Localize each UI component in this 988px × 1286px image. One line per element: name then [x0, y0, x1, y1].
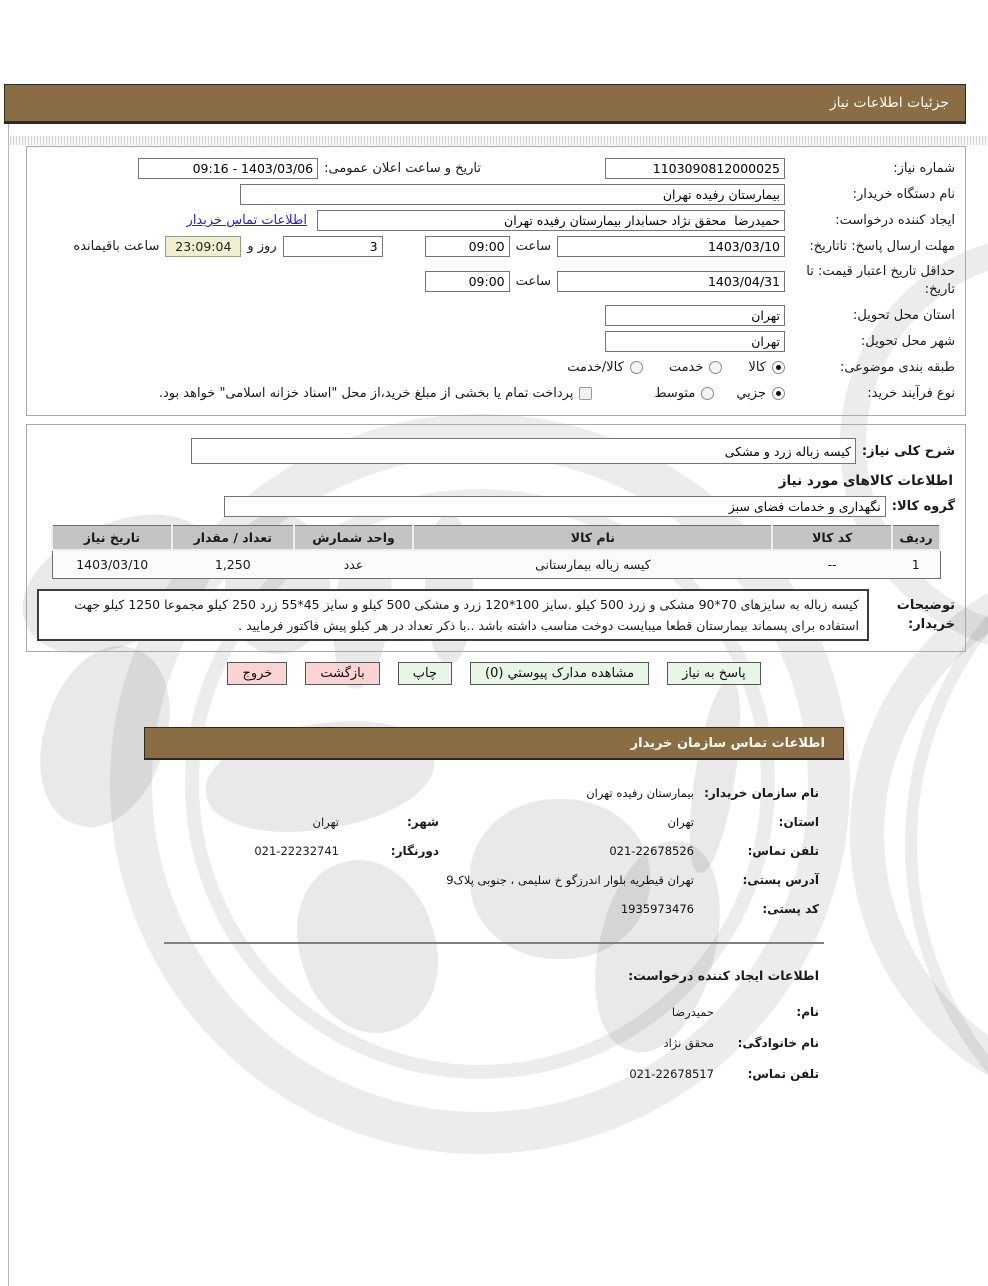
- postal-code-row: [144, 902, 844, 916]
- subject-class-option-goods[interactable]: [748, 360, 785, 375]
- buyer-notes-text: کیسه زباله به سایزهای 70*90 مشکی و زرد 500 کیلو .سایز 100*120 زرد و مشکی 500 کیلو و سایز 45*55 زرد 250 کیلو مجموعا 1250 کیلو جهت استفاده برای پسماند بیمارستان قطعا میبایست دوخت مناسب داشته باشد ..با ذکر تعداد در هر کیلو پیش فاکتور فرمایید .: [37, 589, 869, 641]
- reply-deadline-time-input[interactable]: [425, 236, 510, 257]
- action-buttons-row: [0, 662, 988, 685]
- postal-code-value: 1935973476: [620, 902, 694, 916]
- phone-fax-row: [144, 844, 844, 858]
- treasury-payment-checkbox-option[interactable]: [159, 386, 593, 401]
- purchase-type-option-medium[interactable]: [654, 386, 714, 401]
- col-item-code: کد کالا: [772, 526, 892, 551]
- radio-icon[interactable]: [709, 361, 722, 374]
- col-unit: واحد شمارش: [294, 526, 414, 551]
- last-name-row: [144, 1036, 844, 1050]
- col-row-number: ردیف: [892, 526, 940, 551]
- need-number-row: [37, 157, 955, 180]
- cell-item-code: --: [772, 550, 892, 579]
- goods-table: [51, 525, 941, 579]
- province-value: تهران: [667, 815, 694, 829]
- option-label: جزيي: [736, 386, 766, 401]
- province-label: استان:: [778, 815, 819, 829]
- need-number-input[interactable]: [605, 158, 785, 179]
- address-row: [144, 873, 844, 887]
- exit-button[interactable]: خروج: [227, 662, 287, 685]
- buyer-org-input[interactable]: [240, 184, 785, 205]
- creator-info-section: [144, 968, 844, 1081]
- overall-need-label: شرح کلی نیاز:: [861, 443, 955, 459]
- delivery-city-input[interactable]: [605, 331, 785, 352]
- col-quantity: تعداد / مقدار: [172, 526, 294, 551]
- option-label: کالا/خدمت: [567, 360, 624, 375]
- announce-datetime-input[interactable]: [138, 158, 318, 179]
- org-contact-section: [144, 786, 844, 916]
- details-header-bar: [4, 84, 966, 124]
- cell-quantity: 1,250: [172, 550, 294, 579]
- creator-phone-row: [144, 1067, 844, 1081]
- option-label: متوسط: [654, 386, 696, 401]
- delivery-city-label: شهر محل تحویل:: [860, 333, 955, 349]
- request-creator-row: [37, 209, 955, 232]
- cell-unit: عدد: [294, 550, 414, 579]
- fax-label: دورنگار:: [390, 844, 439, 858]
- buyer-notes-label: توضیحات خریدار:: [896, 597, 955, 632]
- radio-icon[interactable]: [701, 387, 714, 400]
- cell-need-date: 1403/03/10: [52, 550, 172, 579]
- address-value: تهران قیطریه بلوار اندرزگو خ سلیمی ، جنوبی پلاک9: [446, 873, 694, 887]
- goods-info-heading: اطلاعات کالاهای مورد نیاز: [778, 473, 953, 489]
- first-name-value: حمیدرضا: [671, 1005, 714, 1019]
- goods-group-input[interactable]: [224, 496, 886, 517]
- price-validity-date-input[interactable]: [557, 271, 785, 292]
- org-name-label: نام سازمان خریدار:: [704, 786, 819, 800]
- need-number-label: شماره نیاز:: [893, 160, 955, 176]
- remaining-days-input[interactable]: [283, 236, 383, 257]
- creator-info-heading: اطلاعات ایجاد کننده درخواست:: [628, 968, 819, 983]
- subject-class-label: طبقه بندی موضوعی:: [839, 359, 955, 375]
- cell-row-number: 1: [892, 550, 940, 579]
- reply-deadline-row: [37, 235, 955, 258]
- first-name-label: نام:: [796, 1005, 819, 1019]
- delivery-province-row: [37, 304, 955, 327]
- postal-code-label: کد پستی:: [762, 902, 819, 916]
- buyer-org-row: [37, 183, 955, 206]
- view-attachments-button[interactable]: مشاهده مدارک پیوستي (0): [470, 662, 649, 685]
- subject-class-option-service[interactable]: [669, 360, 723, 375]
- goods-table-header-row: [52, 526, 940, 551]
- goods-group-label: گروه کالا:: [891, 499, 955, 514]
- subject-class-row: [37, 356, 955, 379]
- radio-icon[interactable]: [772, 387, 785, 400]
- request-creator-label: ایجاد کننده درخواست:: [835, 212, 955, 228]
- radio-icon[interactable]: [630, 361, 643, 374]
- reply-deadline-date-input[interactable]: [557, 236, 785, 257]
- city-value: تهران: [312, 815, 339, 829]
- creator-phone-label: تلفن تماس:: [747, 1067, 819, 1081]
- delivery-province-label: استان محل تحویل:: [853, 307, 955, 323]
- org-phone-value: 021-22678526: [609, 844, 694, 858]
- print-button[interactable]: چاپ: [398, 662, 452, 685]
- buyer-org-label: نام دستگاه خریدار:: [852, 186, 955, 202]
- price-validity-time-input[interactable]: [425, 271, 510, 292]
- purchase-type-option-minor[interactable]: [736, 386, 785, 401]
- details-header-title: جزئیات اطلاعات نیاز: [829, 95, 949, 111]
- remaining-days-label: روز و: [247, 239, 277, 254]
- address-label: آدرس پستی:: [742, 873, 819, 887]
- first-name-row: [144, 1005, 844, 1019]
- delivery-province-input[interactable]: [605, 305, 785, 326]
- purchase-type-label: نوع فرآیند خرید:: [867, 385, 955, 401]
- price-validity-hour-label: ساعت: [515, 273, 551, 289]
- need-info-panel: [26, 146, 966, 416]
- subject-class-option-goods-service[interactable]: [567, 360, 643, 375]
- request-creator-input[interactable]: [317, 210, 785, 231]
- fax-value: 021-22232741: [254, 844, 339, 858]
- announce-datetime-label: تاریخ و ساعت اعلان عمومی:: [324, 161, 481, 176]
- option-label: کالا: [748, 360, 766, 375]
- col-need-date: تاریخ نیاز: [52, 526, 172, 551]
- overall-need-row: [37, 438, 955, 464]
- city-label: شهر:: [407, 815, 439, 829]
- back-button[interactable]: بازگشت: [305, 662, 379, 685]
- price-validity-label: حداقل تاریخ اعتبار قیمت: تا تاریخ:: [806, 264, 955, 297]
- reply-deadline-hour-label: ساعت: [515, 239, 551, 254]
- purchase-type-row: [37, 382, 955, 405]
- buyer-notes-row: [37, 589, 955, 641]
- col-item-name: نام کالا: [413, 526, 772, 551]
- overall-need-input[interactable]: [191, 438, 856, 464]
- goods-group-row: [37, 496, 955, 517]
- price-validity-row: [37, 261, 955, 301]
- cell-item-name: کیسه زباله بیمارستانی: [413, 550, 772, 579]
- respond-to-need-button[interactable]: پاسخ به نیاز: [667, 662, 761, 685]
- section-divider: [164, 942, 824, 944]
- need-description-panel: [26, 424, 966, 652]
- countdown-timer: 23:09:04: [165, 236, 241, 257]
- delivery-city-row: [37, 330, 955, 353]
- last-name-label: نام خانوادگی:: [737, 1036, 819, 1050]
- buyer-contact-link[interactable]: اطلاعات تماس خریدار: [186, 213, 307, 228]
- creator-phone-value: 021-22678517: [629, 1067, 714, 1081]
- radio-icon[interactable]: [772, 361, 785, 374]
- org-contact-header-bar: [144, 727, 844, 760]
- goods-table-row[interactable]: [52, 550, 940, 579]
- option-label: خدمت: [668, 360, 704, 375]
- org-name-value: بیمارستان رفیده تهران: [586, 786, 694, 800]
- countdown-label: ساعت باقیمانده: [73, 239, 160, 254]
- last-name-value: محقق نژاد: [663, 1036, 714, 1050]
- org-phone-label: تلفن تماس:: [747, 844, 819, 858]
- org-contact-header-title: اطلاعات تماس سازمان خریدار: [630, 735, 825, 751]
- reply-deadline-label: مهلت ارسال پاسخ: تاتاریخ:: [809, 238, 955, 254]
- province-city-row: [144, 815, 844, 829]
- org-name-row: [144, 786, 844, 800]
- checkbox-icon[interactable]: [579, 387, 592, 400]
- treasury-payment-label: پرداخت تمام یا بخشی از مبلغ خرید،از محل "اسناد خزانه اسلامی" خواهد بود.: [158, 386, 574, 401]
